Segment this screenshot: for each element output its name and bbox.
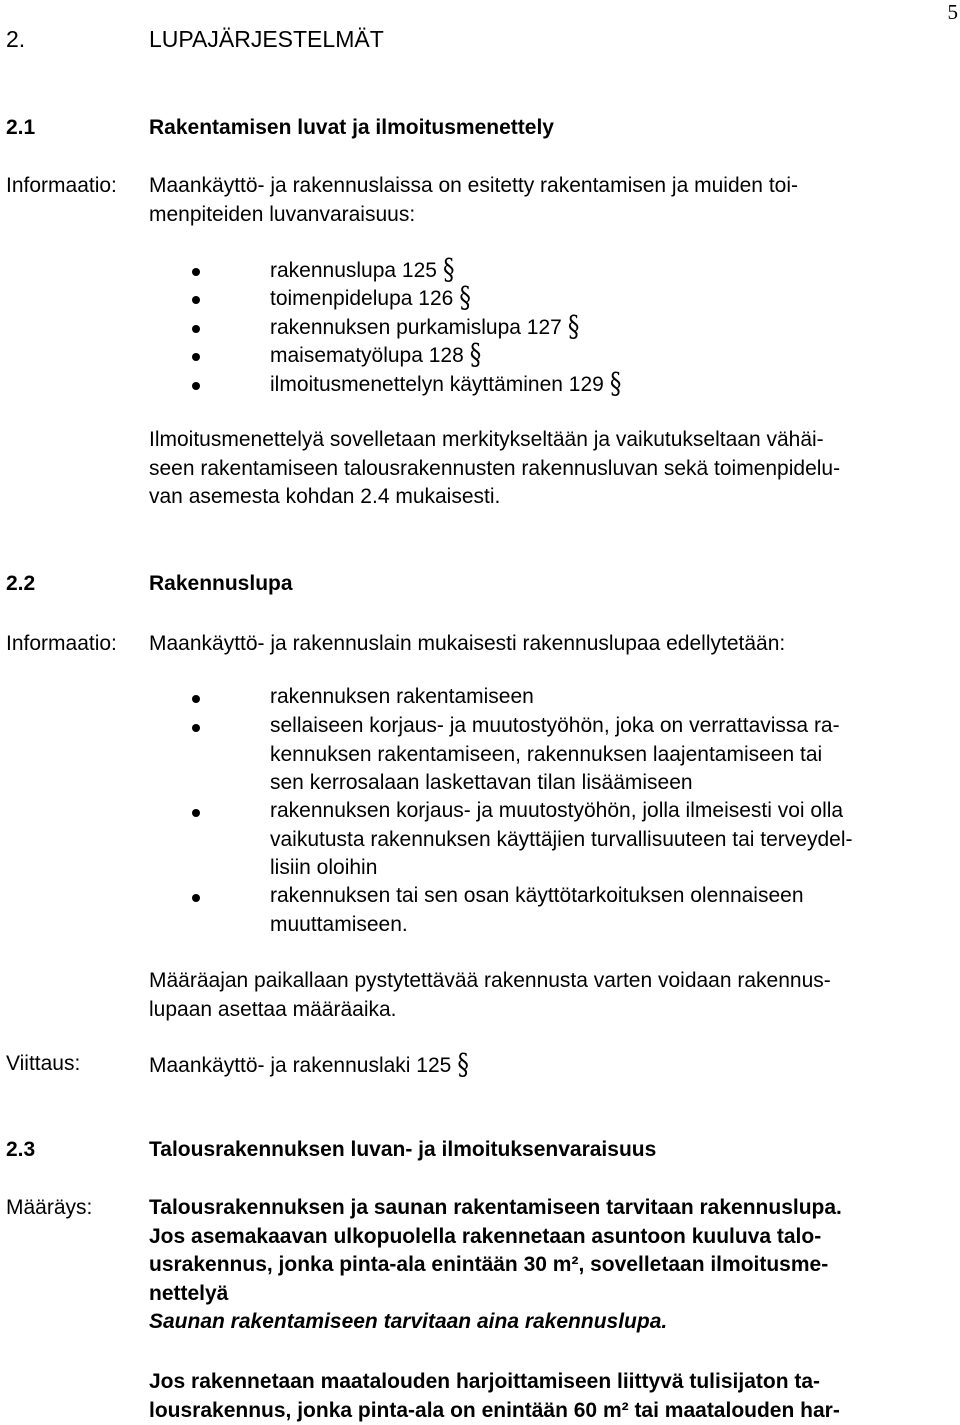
regulation-line: Talousrakennuksen ja saunan rakentamiseen tarvitaan rakennuslupa.	[149, 1194, 842, 1223]
reference-label: Viittaus:	[6, 1052, 80, 1076]
regulation-line: nettelyä	[149, 1280, 842, 1309]
bullet-icon	[192, 809, 200, 817]
bullet-icon	[192, 894, 200, 902]
list-item: toimenpidelupa 126 §	[270, 285, 471, 311]
regulation-line: Jos asemakaavan ulkopuolella rakennetaan asuntoon kuuluva talo-	[149, 1223, 842, 1252]
bullet-icon	[192, 325, 200, 333]
section-2-3-regulation	[149, 1194, 842, 1337]
list-item: ilmoitusmenettelyn käyttäminen 129 §	[270, 371, 621, 397]
bullet-icon	[192, 724, 200, 732]
section-symbol-icon: §	[457, 1049, 469, 1082]
regulation-italic-line: Saunan rakentamiseen tarvitaan aina rakennuslupa.	[149, 1308, 842, 1337]
paragraph-line: Ilmoitusmenettelyä sovelletaan merkitykseltään ja vaikutukseltaan vähäi-	[149, 426, 840, 455]
section-2-1-title: Rakentamisen luvat ja ilmoitusmenettely	[149, 116, 554, 140]
list-item: rakennuksen tai sen osan käyttötarkoituksen olennaiseen muuttamiseen.	[270, 882, 804, 939]
section-2-2-number: 2.2	[6, 572, 35, 596]
section-symbol-icon: §	[610, 368, 622, 401]
section-2-3-title: Talousrakennuksen luvan- ja ilmoituksenvaraisuus	[149, 1138, 656, 1162]
paragraph-line: lupaan asettaa määräaika.	[149, 996, 831, 1025]
list-item: sellaiseen korjaus- ja muutostyöhön, joka on verrattavissa ra- kennuksen rakentamiseen, rakennuksen laajentamiseen tai sen kerrosalaan laskettavan tilan lisäämiseen	[270, 712, 840, 798]
bullet-icon	[192, 695, 200, 703]
bullet-icon	[192, 268, 200, 276]
paragraph-line: seen rakentamiseen talousrakennusten rakennusluvan sekä toimenpidelu-	[149, 455, 840, 484]
section-2-3-number: 2.3	[6, 1138, 35, 1162]
section-symbol-icon: §	[459, 282, 471, 315]
list-item: rakennuksen korjaus- ja muutostyöhön, jolla ilmeisesti voi olla vaikutusta rakennuksen käyttäjien turvallisuuteen tai terveydel- lisiin oloihin	[270, 797, 852, 883]
section-2-1-paragraph	[149, 426, 840, 512]
bullet-icon	[192, 296, 200, 304]
intro-line: menpiteiden luvanvaraisuus:	[149, 201, 798, 230]
section-symbol-icon: §	[568, 311, 580, 344]
chapter-title: LUPAJÄRJESTELMÄT	[149, 26, 384, 53]
section-2-2-intro: Maankäyttö- ja rakennuslain mukaisesti rakennuslupaa edellytetään:	[149, 632, 785, 656]
list-item: rakennuslupa 125 §	[270, 257, 454, 283]
section-symbol-icon: §	[443, 254, 455, 287]
section-2-1-label: Informaatio:	[6, 174, 117, 198]
chapter-number: 2.	[6, 26, 25, 53]
section-2-2-title: Rakennuslupa	[149, 572, 293, 596]
section-2-3-label: Määräys:	[6, 1196, 92, 1220]
section-2-1-number: 2.1	[6, 116, 35, 140]
list-item: maisematyölupa 128 §	[270, 342, 481, 368]
list-item: rakennuksen purkamislupa 127 §	[270, 314, 579, 340]
section-2-1-intro	[149, 172, 798, 229]
section-2-2-label: Informaatio:	[6, 632, 117, 656]
page-number: 5	[948, 0, 959, 25]
paragraph-line: Määräajan paikallaan pystytettävää rakennusta varten voidaan rakennus-	[149, 967, 831, 996]
bullet-icon	[192, 353, 200, 361]
section-symbol-icon: §	[470, 339, 482, 372]
paragraph-line: van asemesta kohdan 2.4 mukaisesti.	[149, 483, 840, 512]
regulation-line: lousrakennus, jonka pinta-ala on enintään 60 m² tai maatalouden har-	[149, 1397, 840, 1425]
reference-text: Maankäyttö- ja rakennuslaki 125 §	[149, 1052, 469, 1078]
regulation-line: Jos rakennetaan maatalouden harjoittamiseen liittyvä tulisijaton ta-	[149, 1368, 840, 1397]
regulation-line: usrakennus, jonka pinta-ala enintään 30 m², sovelletaan ilmoitusme-	[149, 1251, 842, 1280]
bullet-icon	[192, 382, 200, 390]
intro-line: Maankäyttö- ja rakennuslaissa on esitetty rakentamisen ja muiden toi-	[149, 172, 798, 201]
section-2-3-regulation-2	[149, 1368, 840, 1425]
list-item: rakennuksen rakentamiseen	[270, 683, 534, 712]
section-2-2-paragraph	[149, 967, 831, 1024]
